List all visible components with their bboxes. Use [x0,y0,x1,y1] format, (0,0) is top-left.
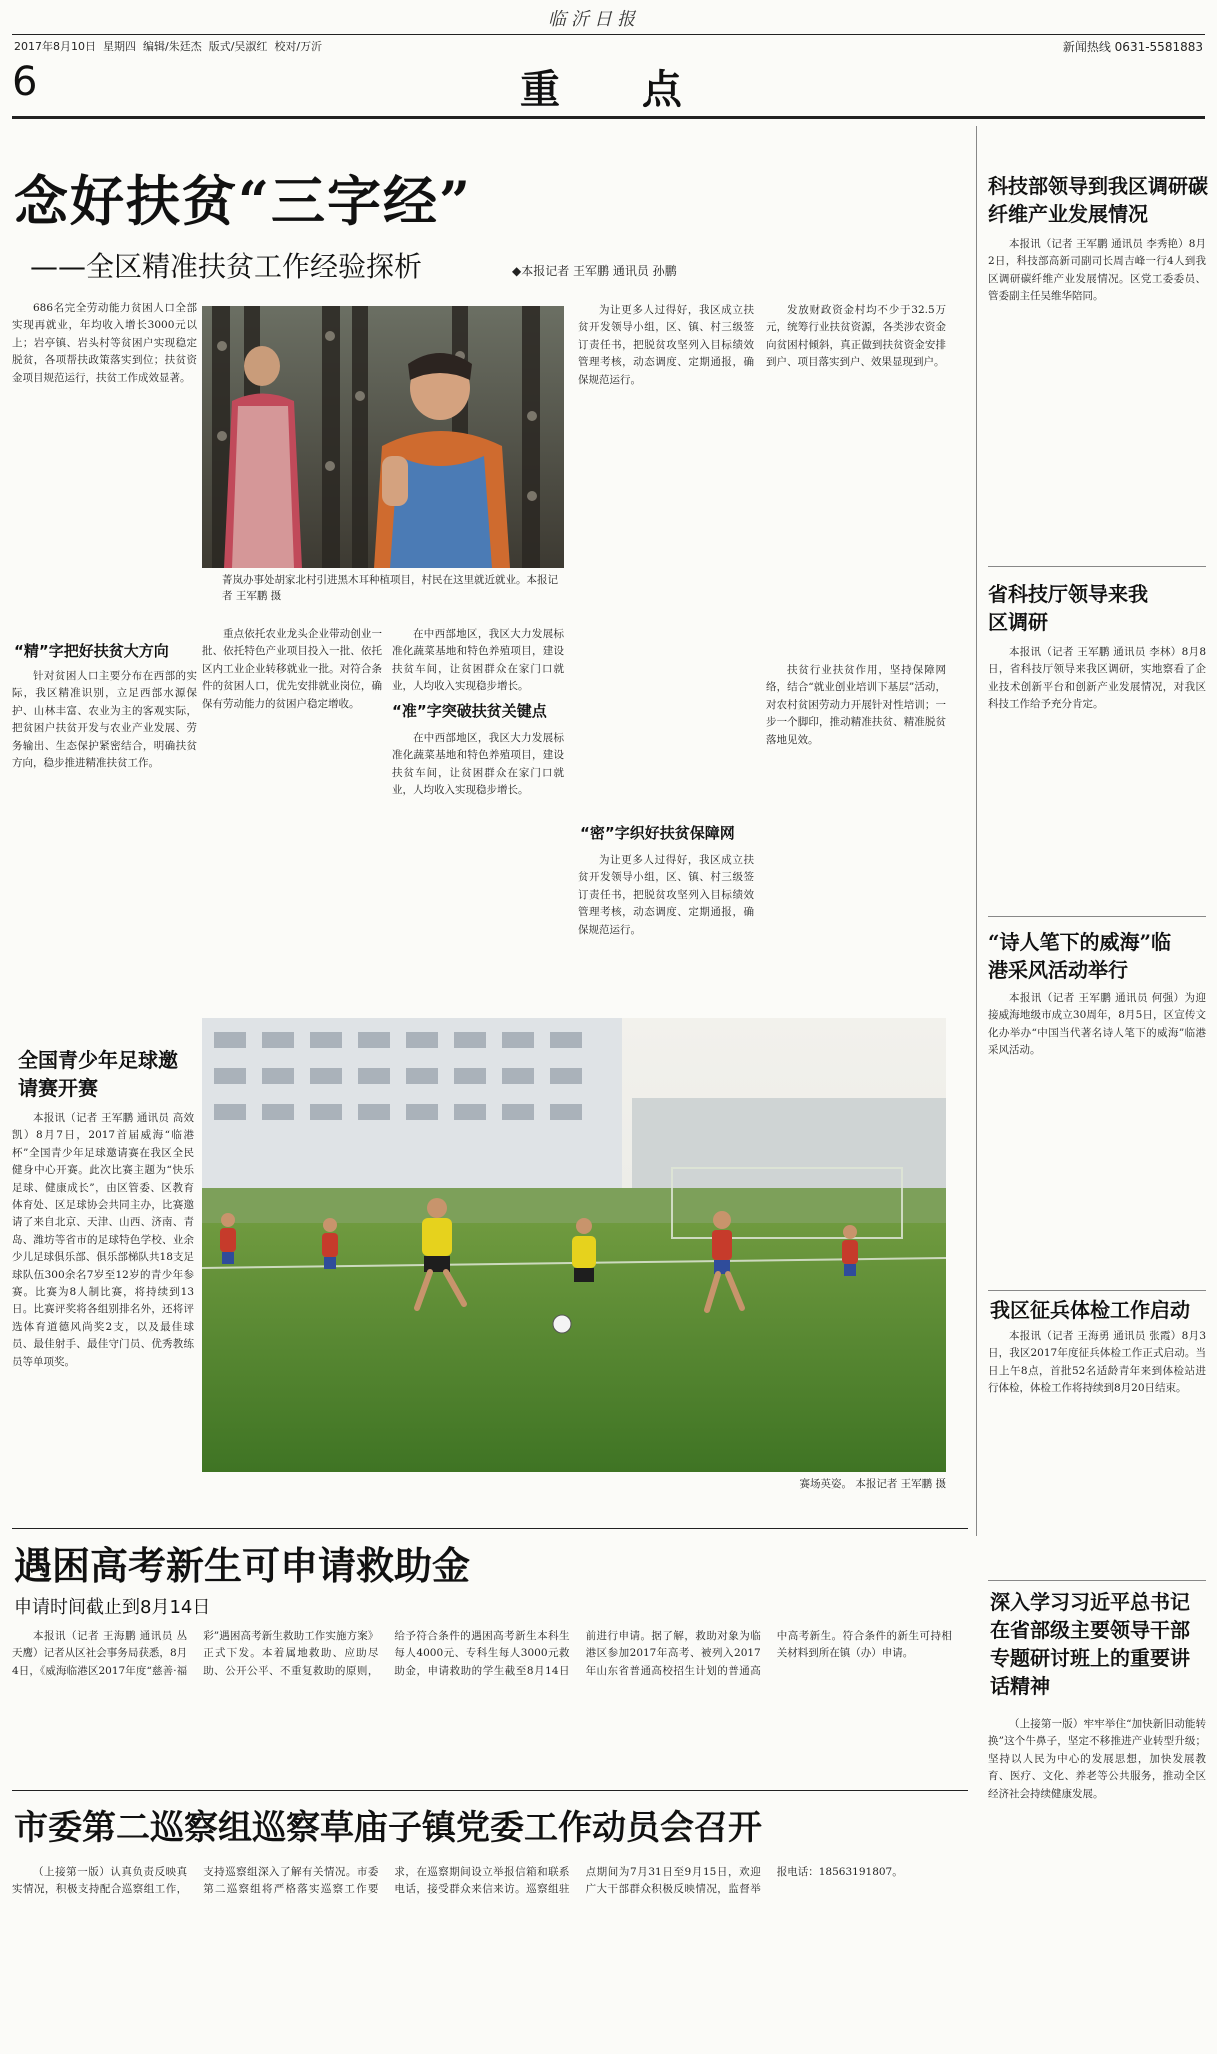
football-title: 全国青少年足球邀请赛开赛 [18,1048,178,1100]
subhead-jing: “精”字把好扶贫大方向 [14,642,169,660]
sidebar-tech-title: 科技部领导到我区调研碳纤维产业发展情况 [988,174,1208,226]
exam-body: 本报讯（记者 王海鹏 通讯员 丛天鹰）记者从区社会事务局获悉，8月4日，《威海临港区2017年度“慈善·福彩”遇困高考新生救助工作实施方案》正式下发。本着属地救助、应助尽助、公开公平、不重复救助的原则，给予符合条件的遇困高考新生本科生每人4000元、专科生每人3000元救助金，申请救助的学生截至8月14日前进行申请。据了解，救助对象为临港区参加2017年高考、被列入2017年山东省普通高校招生计划的普通高中高考新生。符合条件的新生可持相关材料到所在镇（办）申请。 [12,1630,952,1677]
lead-col7-body: 扶贫行业扶贫作用，坚持保障网络，结合“就业创业培训下基层”活动，对农村贫困劳动力开展针对性培训；一步一个脚印，推动精准扶贫、精准脱贫落地见效。 [766,664,946,746]
sidebar-province-body: 本报讯（记者 王军鹏 通讯员 李林）8月8日，省科技厅领导来我区调研，实地察看了企业技术创新平台和创新产业发展情况，对我区科技工作给予充分肯定。 [988,646,1206,711]
exam-subtitle: 申请时间截止到8月14日 [14,1597,211,1618]
inspection-title: 市委第二巡察组巡察草庙子镇党委工作动员会召开 [14,1808,762,1848]
subhead-mi: “密”字织好扶贫保障网 [580,824,735,842]
lead-col3-body: 重点依托农业龙头企业带动创业一批、依托特色产业项目投入一批、依托区内工业企业转移就业一批。对符合条件的贫困人口，优先安排就业岗位，确保有劳动能力的贫困户稳定增收。 [202,628,382,710]
sidebar-poetry-title: “诗人笔下的威海”临港采风活动举行 [988,930,1172,982]
section-title: 重 点 [520,67,716,113]
lead-subtitle: ——全区精准扶贫工作经验探析 [30,250,423,283]
lead-col5-top: 为让更多人过得好，我区成立扶贫开发领导小组，区、镇、村三级签订责任书，把脱贫攻坚列入目标绩效管理考核，动态调度、定期通报，确保规范运行。 [578,304,754,386]
lead-col4-top: 在中西部地区，我区大力发展标准化蔬菜基地和特色养殖项目，建设扶贫车间，让贫困群众在家门口就业，人均收入实现稳步增长。 [392,628,564,693]
sidebar-poetry-body: 本报讯（记者 王军鹏 通讯员 何强）为迎接威海地级市成立30周年，8月5日，区宣传文化办举办“中国当代著名诗人笔下的威海”临港采风活动。 [988,992,1206,1057]
page-number: 6 [12,59,38,105]
masthead [0,0,1217,130]
subhead-zhun: “准”字突破扶贫关键点 [392,702,547,720]
photo-football-match [202,1018,946,1472]
lead-byline: ◆本报记者 王军鹏 通讯员 孙鹏 [512,264,677,278]
sidebar-province-title: 省科技厅领导来我区调研 [988,582,1148,634]
sidebar-recruit-body: 本报讯（记者 王海勇 通讯员 张霞）8月3日，我区2017年度征兵体检工作正式启动。当日上午8点，首批52名适龄青年来到体检站进行体检，体检工作将持续到8月20日结束。 [988,1330,1206,1395]
sidebar-study-title: 深入学习习近平总书记在省部级主要领导干部专题研讨班上的重要讲话精神 [990,1590,1190,1698]
lead-title: 念好扶贫“三字经” [14,169,473,233]
photo-mushroom-caption: 菁岚办事处胡家北村引进黑木耳种植项目，村民在这里就近就业。本报记者 王军鹏 摄 [222,574,558,602]
sidebar-study-body: （上接第一版）牢牢举住“加快新旧动能转换”这个牛鼻子，坚定不移推进产业转型升级；坚持以人民为中心的发展思想，加快发展教育、医疗、文化、养老等公共服务，推动全区经济社会持续健康发展。 [988,1718,1206,1800]
lead-col1-body: 针对贫困人口主要分布在西部的实际，我区精准识别，立足西部水源保护、山林丰富、农业为主的客观实际，把贫困户扶贫开发与农业产业发展、劳务输出、生态保护紧密结合，明确扶贫方向，稳步推进精准扶贫工作。 [12,670,197,770]
lead-col5-body: 为让更多人过得好，我区成立扶贫开发领导小组，区、镇、村三级签订责任书，把脱贫攻坚列入目标绩效管理考核，动态调度、定期通报，确保规范运行。 [578,854,754,936]
date-line: 2017年8月10日 星期四 编辑/朱廷杰 版式/吴淑红 校对/万沂 [14,40,323,53]
lead-col6-body: 发放财政资金村均不少于32.5万元，统筹行业扶贫资源，各类涉农资金向贫困村倾斜，真正做到扶贫资金安排到户、项目落实到户、效果显现到户。 [766,304,946,369]
sidebar-recruit-title: 我区征兵体检工作启动 [990,1298,1190,1322]
sidebar-tech-body: 本报讯（记者 王军鹏 通讯员 李秀艳）8月2日，科技部高新司副司长周吉峰一行4人到我区调研碳纤维产业发展情况。区党工委委员、管委副主任吴维华陪同。 [988,238,1206,303]
exam-title: 遇困高考新生可申请救助金 [14,1543,471,1588]
football-body: 本报讯（记者 王军鹏 通讯员 高效凯）8月7日，2017首届威海“临港杯”全国青少年足球邀请赛在我区全民健身中心开赛。此次比赛主题为“快乐足球、健康成长”，由区管委、区教育体育处、区足球协会共同主办，比赛邀请了来自北京、天津、山西、济南、青岛、潍坊等省市的足球特色学校、业余少儿足球俱乐部、俱乐部梯队共18支足球队伍300余名7岁至12岁的青少年参赛。比赛为8人制比赛，将持续到13日。比赛评奖将各组别排名外，还将评选体育道德风尚奖2支，以及最佳球员、最佳射手、最佳守门员、优秀教练员等单项奖。 [12,1112,194,1368]
photo-football-caption: 赛场英姿。 本报记者 王军鹏 摄 [799,1478,946,1490]
lead-intro: 686名完全劳动能力贫困人口全部实现再就业，年均收入增长3000元以上；岩亭镇、岩头村等贫困户实现稳定脱贫，各项帮扶政策落实到位；扶贫资金项目规范运行，扶贫工作成效显著。 [12,302,197,384]
hotline: 新闻热线 0631-5581883 [1062,40,1203,54]
lead-col4-body: 在中西部地区，我区大力发展标准化蔬菜基地和特色养殖项目，建设扶贫车间，让贫困群众在家门口就业，人均收入实现稳步增长。 [392,732,564,797]
masthead-logo: 临沂日报 [548,9,640,30]
photo-mushroom-farm [202,306,564,568]
inspection-body: （上接第一版）认真负责反映真实情况，积极支持配合巡察组工作，支持巡察组深入了解有关情况。市委第二巡察组将严格落实巡察工作要求，在巡察期间设立举报信箱和联系电话，接受群众来信来访。巡察组驻点期间为7月31日至9月15日，欢迎广大干部群众积极反映情况，监督举报电话：18563191807。 [12,1866,903,1896]
